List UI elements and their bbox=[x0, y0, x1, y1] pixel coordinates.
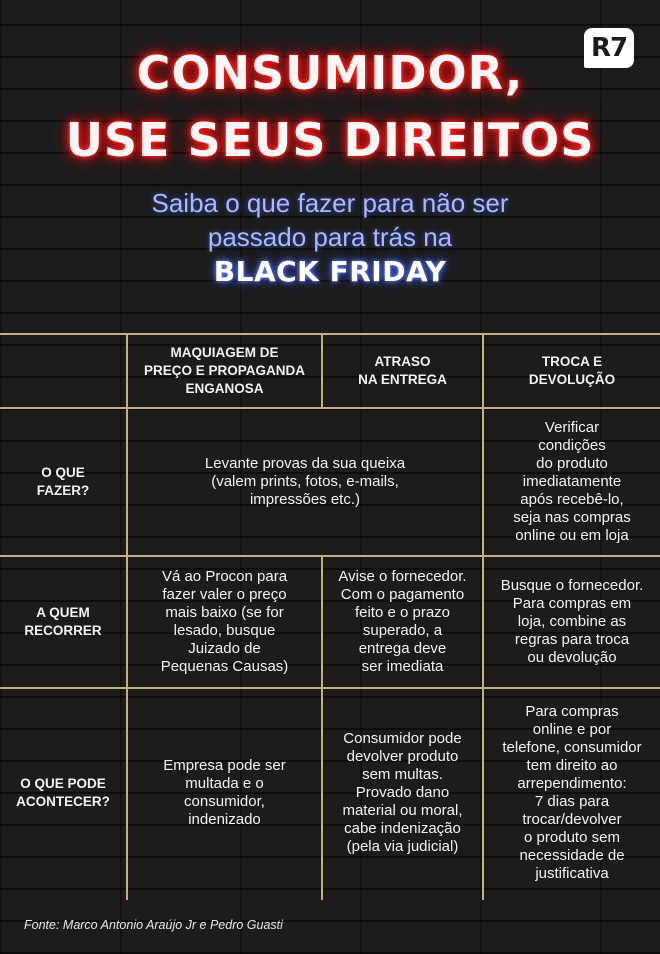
subtitle-line-1: Saiba o que fazer para não ser bbox=[151, 188, 509, 218]
cell-o-que-pode-acontecer-maquiagem: Empresa pode ser multada e o consumidor, indenizado bbox=[163, 756, 286, 828]
subtitle-line-2: passado para trás na bbox=[207, 222, 453, 252]
cell-o-que-pode-acontecer-atraso: Consumidor pode devolver produto sem multas. Provado dano material ou moral, cabe indenização (pela via judicial) bbox=[342, 729, 463, 855]
title-line-2: USE SEUS DIREITOS bbox=[65, 113, 595, 167]
source-credit: Fonte: Marco Antonio Araújo Jr e Pedro Guasti bbox=[24, 918, 283, 932]
row-header-o-que-pode-acontecer: O QUE PODE ACONTECER? bbox=[16, 775, 110, 809]
row-header-o-que-fazer: O QUE FAZER? bbox=[36, 465, 90, 498]
column-header-troca: TROCA E DEVOLUÇÃO bbox=[528, 354, 616, 387]
column-header-atraso: ATRASO NA ENTREGA bbox=[358, 354, 447, 387]
cell-a-quem-recorrer-troca: Busque o fornecedor. Para compras em loja, combine as regras para troca ou devolução bbox=[500, 577, 644, 666]
cell-o-que-pode-acontecer-troca: Para compras online e por telefone, consumidor tem direito ao arrependimento: 7 dias para trocar/devolver o produto sem necessidade de justificativa bbox=[502, 702, 642, 882]
cell-a-quem-recorrer-atraso: Avise o fornecedor. Com o pagamento feito e o prazo superado, a entrega deve ser imediata bbox=[338, 568, 467, 675]
subtitle-black-friday: BLACK FRIDAY bbox=[213, 255, 447, 288]
cell-o-que-fazer-troca: Verificar condições do produto imediatamente após recebê-lo, seja nas compras online ou em loja bbox=[513, 419, 631, 544]
cell-o-que-fazer-merged: Levante provas da sua queixa (valem prints, fotos, e-mails, impressões etc.) bbox=[204, 455, 406, 508]
r7-logo: R7 bbox=[584, 28, 634, 68]
title-line-1: CONSUMIDOR, bbox=[136, 46, 524, 100]
cell-a-quem-recorrer-maquiagem: Vá ao Procon para fazer valer o preço mais baixo (se for lesado, busque Juizado de Pequenas Causas) bbox=[160, 568, 289, 675]
column-header-maquiagem: MAQUIAGEM DE PREÇO E PROPAGANDA ENGANOSA bbox=[143, 345, 306, 396]
row-header-a-quem-recorrer: A QUEM RECORRER bbox=[24, 605, 102, 638]
